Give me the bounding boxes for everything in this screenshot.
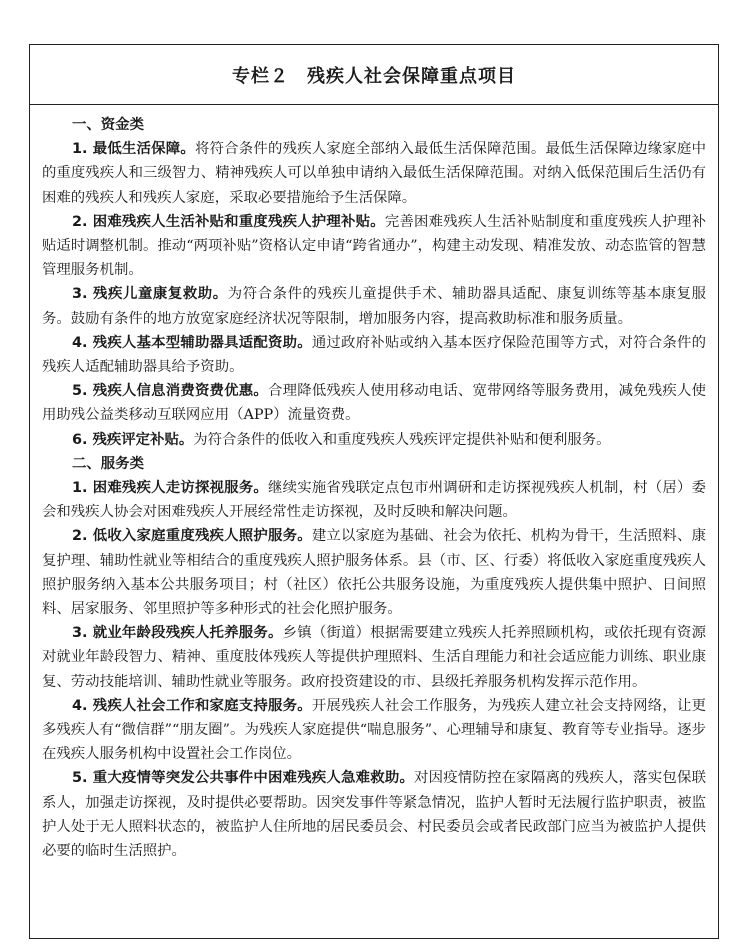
list-item bbox=[42, 282, 706, 330]
list-item bbox=[42, 210, 706, 283]
item-text: 乡镇（街道）根据需要建立残疾人托养照顾机构，或依托现有资源对就业年龄段智力、精神、重度肢体残疾人等提供护理照料、生活自理能力和社会适应能力训练、职业康复、劳动技能培训、辅助性就业等服务。政府投资建设的市、县级托养服务机构发挥示范作用。 bbox=[42, 625, 706, 690]
item-text: 将符合条件的残疾人家庭全部纳入最低生活保障范围。最低生活保障边缘家庭中的重度残疾人和三级智力、精神残疾人可以单独申请纳入最低生活保障范围。对纳入低保范围后生活仍有困难的残疾人和残疾人家庭，采取必要措施给予生活保障。 bbox=[42, 141, 706, 206]
item-label: 4. 残疾人基本型辅助器具适配资助。 bbox=[72, 334, 312, 351]
item-text: 合理降低残疾人使用移动电话、宽带网络等服务费用，减免残疾人使用助残公益类移动互联网应用（APP）流量资费。 bbox=[42, 383, 706, 424]
item-label: 2. 困难残疾人生活补贴和重度残疾人护理补贴。 bbox=[72, 213, 385, 230]
item-label: 2. 低收入家庭重度残疾人照护服务。 bbox=[72, 528, 312, 545]
box-title-prefix: 专栏２ bbox=[232, 65, 289, 87]
box-title-text: 残疾人社会保障重点项目 bbox=[307, 65, 516, 87]
item-text: 建立以家庭为基础、社会为依托、机构为骨干，生活照料、康复护理、辅助性就业等相结合的重度残疾人照护服务体系。县（市、区、行委）将低收入家庭重度残疾人照护服务纳入基本公共服务项目；村（社区）依托公共服务设施，为重度残疾人提供集中照护、日间照料、居家服务、邻里照护等多种形式的社会化照护服务。 bbox=[42, 528, 706, 618]
section-heading-services: 二、服务类 bbox=[72, 455, 144, 472]
list-item bbox=[42, 621, 706, 694]
list-item bbox=[42, 766, 706, 863]
box-title bbox=[232, 62, 516, 88]
item-text: 为符合条件的低收入和重度残疾人残疾评定提供补贴和便利服务。 bbox=[193, 431, 611, 448]
item-text: 通过政府补贴或纳入基本医疗保险范围等方式，对符合条件的残疾人适配辅助器具给予资助。 bbox=[42, 334, 706, 376]
item-label: 3. 残疾儿童康复救助。 bbox=[72, 286, 228, 303]
item-text: 开展残疾人社会工作服务，为残疾人建立社会支持网络，让更多残疾人有“微信群”“朋友圈”。为残疾人家庭提供“喘息服务”、心理辅导和康复、教育等专业指导。逐步在残疾人服务机构中设置社会工作岗位。 bbox=[42, 697, 706, 763]
project-box bbox=[29, 44, 719, 939]
box-title-bar bbox=[30, 45, 718, 105]
section-heading-funding: 一、资金类 bbox=[72, 117, 144, 133]
item-label: 5. 残疾人信息消费资费优惠。 bbox=[72, 383, 268, 400]
list-item bbox=[42, 428, 706, 452]
box-content bbox=[30, 105, 718, 863]
list-item bbox=[42, 476, 706, 524]
list-item bbox=[42, 694, 706, 767]
item-label: 4. 残疾人社会工作和家庭支持服务。 bbox=[72, 697, 312, 714]
item-text: 继续实施省残联定点包市州调研和走访探视残疾人机制，村（居）委会和残疾人协会对困难残疾人开展经常性走访探视，及时反映和解决问题。 bbox=[42, 480, 706, 521]
item-label: 1. 困难残疾人走访探视服务。 bbox=[72, 480, 268, 497]
list-item bbox=[42, 379, 706, 427]
list-item bbox=[42, 137, 706, 210]
list-item bbox=[42, 331, 706, 379]
item-label: 5. 重大疫情等突发公共事件中困难残疾人急难救助。 bbox=[72, 770, 415, 787]
item-label: 6. 残疾评定补贴。 bbox=[72, 431, 194, 448]
item-label: 3. 就业年龄段残疾人托养服务。 bbox=[72, 625, 283, 642]
item-text: 对因疫情防控在家隔离的残疾人，落实包保联系人，加强走访探视，及时提供必要帮助。因突发事件等紧急情况，监护人暂时无法履行监护职责，被监护人处于无人照料状态的，被监护人住所地的居民委员会、村民委员会或者民政部门应当为被监护人提供必要的临时生活照护。 bbox=[42, 770, 706, 860]
list-item bbox=[42, 524, 706, 621]
item-text: 为符合条件的残疾儿童提供手术、辅助器具适配、康复训练等基本康复服务。鼓励有条件的地方放宽家庭经济状况等限制，增加服务内容，提高救助标准和服务质量。 bbox=[42, 286, 706, 327]
item-label: 1. 最低生活保障。 bbox=[72, 141, 195, 158]
item-text: 完善困难残疾人生活补贴制度和重度残疾人护理补贴适时调整机制。推动“两项补贴”资格认定申请“跨省通办”，构建主动发现、精准发放、动态监管的智慧管理服务机制。 bbox=[42, 213, 706, 279]
